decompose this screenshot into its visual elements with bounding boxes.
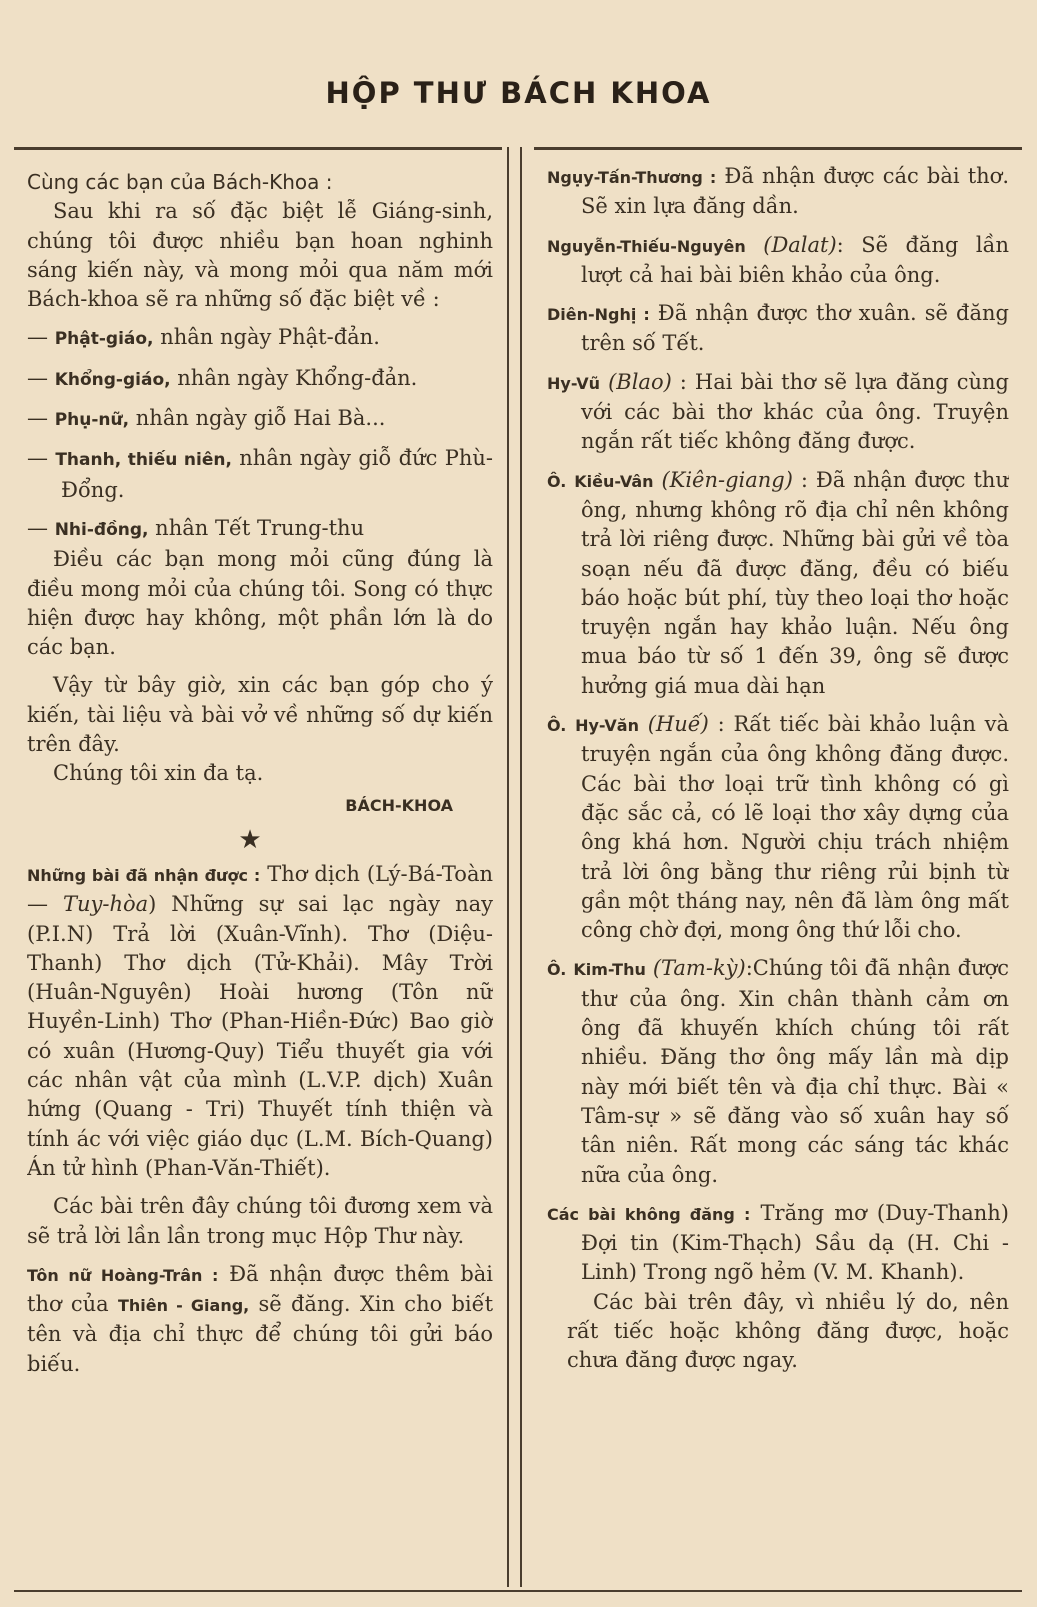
entry-kieu-van: Ô. Kiều-Vân (Kiên-giang) : Đã nhận được thư ông, nhưng không rõ địa chỉ nên không trả lời riêng được. Những bài gửi về tòa soạn nếu đã được đăng, đều có biếu báo hoặc bút phí, tùy theo loại thơ hoặc truyện ngắn hay khảo luận. Nếu ông mua báo từ số 1 đến 39, ông sẽ được hưởng giá mua dài hạn — [547, 467, 1009, 698]
list-item: — Phật-giáo, nhân ngày Phật-đản. — [27, 325, 380, 350]
top-rule-right — [534, 147, 1022, 150]
column-divider-left — [507, 147, 509, 1587]
paragraph-hope: Điều các bạn mong mỏi cũng đúng là điều mong mỏi của chúng tôi. Song có thực hiện được hay không, một phần lớn là do các bạn. — [27, 547, 493, 660]
entry-ton-nu: Tôn nữ Hoàng-Trân : Đã nhận được thêm bài thơ của Thiên - Giang, sẽ đăng. Xin cho biết tên và địa chỉ thực để chúng tôi gửi báo biếu. — [27, 1261, 493, 1376]
left-column — [27, 168, 493, 1583]
entry-hy-van: Ô. Hy-Văn (Huế) : Rất tiếc bài khảo luận và truyện ngắn của ông không đăng được. Các bài thơ loại trữ tình không có gì đặc sắc cả, có lẽ loại thơ xây dựng của ông khá hơn. Người chịu trách nhiệm trả lời ông bằng thư riêng rủi bịnh từ gần một tháng nay, nên đã làm ông mất công chờ đợi, mong ông thứ lỗi cho. — [547, 712, 1009, 943]
list-item: — Phụ-nữ, nhân ngày giỗ Hai Bà... — [27, 406, 386, 431]
greeting: Cùng các bạn của Bách-Khoa : — [27, 170, 333, 194]
signature: BÁCH-KHOA — [345, 795, 453, 815]
entry-dien-nghi: Diên-Nghị : Đã nhận được thơ xuân. sẽ đăng trên số Tết. — [547, 301, 1009, 356]
list-item: — Thanh, thiếu niên, nhân ngày giỗ đức Phù-Đổng. — [27, 446, 493, 502]
column-divider-right — [520, 147, 522, 1587]
list-item: — Nhi-đồng, nhân Tết Trung-thu — [27, 515, 365, 540]
intro-paragraph: Sau khi ra số đặc biệt lễ Giáng-sinh, chúng tôi được nhiều bạn hoan nghinh sáng kiến này, và mong mỏi qua năm mới Bách-khoa sẽ ra những số đặc biệt về : — [27, 199, 493, 312]
paragraph-review: Các bài trên đây chúng tôi đương xem và sẽ trả lời lần lần trong mục Hộp Thư này. — [27, 1194, 493, 1248]
closing-paragraph: Các bài trên đây, vì nhiều lý do, nên rất tiếc hoặc không đăng được, hoặc chưa đăng được ngay. — [567, 1289, 1009, 1373]
star-icon: ★ — [238, 824, 262, 855]
paragraph-thanks: Chúng tôi xin đa tạ. — [53, 761, 264, 786]
entry-kim-thu: Ô. Kim-Thu (Tam-kỳ):Chúng tôi đã nhận được thư của ông. Xin chân thành cảm ơn ông đã khuyến khích chúng tôi rất nhiều. Đăng thơ ông mấy lần mà dịp này mới biết tên và địa chỉ thực. Bài « Tâm-sự » sẽ đăng vào số xuân hay số tân niên. Rất mong các sáng tác khác nữa của ông. — [547, 956, 1009, 1187]
entry-nguy-tan-thuong: Ngụy-Tấn-Thương : Đã nhận được các bài thơ. Sẽ xin lựa đăng dần. — [547, 164, 1009, 219]
right-column — [547, 162, 1009, 1577]
page-title: HỘP THƯ BÁCH KHOA — [325, 76, 712, 110]
entry-hy-vu: Hy-Vũ (Blao) : Hai bài thơ sẽ lựa đăng cùng với các bài thơ khác của ông. Truyện ngắn rất tiếc không đăng được. — [547, 369, 1009, 454]
paragraph-request: Vậy từ bây giờ, xin các bạn góp cho ý kiến, tài liệu và bài vở về những số dự kiến trên đây. — [27, 673, 493, 757]
entry-nguyen-thieu-nguyen: Nguyễn-Thiếu-Nguyên (Dalat): Sẽ đăng lần lượt cả hai bài biên khảo của ông. — [547, 232, 1009, 287]
top-rule-left — [14, 147, 502, 150]
entry-not-published: Các bài không đăng : Trăng mơ (Duy-Thanh) Đợi tin (Kim-Thạch) Sầu dạ (H. Chi - Linh) Trong ngõ hẻm (V. M. Khanh). — [547, 1200, 1009, 1285]
list-item: — Khổng-giáo, nhân ngày Khổng-đản. — [27, 365, 418, 390]
received-works: Những bài đã nhận được : Thơ dịch (Lý-Bá-Toàn — Tuy-hòa) Những sự sai lạc ngày nay (P.I.N) Trả lời (Xuân-Vĩnh). Thơ (Diệu-Thanh) Thơ dịch (Tử-Khải). Mây Trời (Huân-Nguyên) Hoài hương (Tôn nữ Huyền-Linh) Thơ (Phan-Hiền-Đức) Bao giờ có xuân (Hương-Quy) Tiểu thuyết gia với các nhân vật của mình (L.V.P. dịch) Xuân hứng (Quang - Tri) Thuyết tính thiện và tính ác với việc giáo dục (L.M. Bích-Quang) Án tử hình (Phan-Văn-Thiết). — [27, 861, 493, 1180]
bottom-rule — [14, 1590, 1022, 1592]
